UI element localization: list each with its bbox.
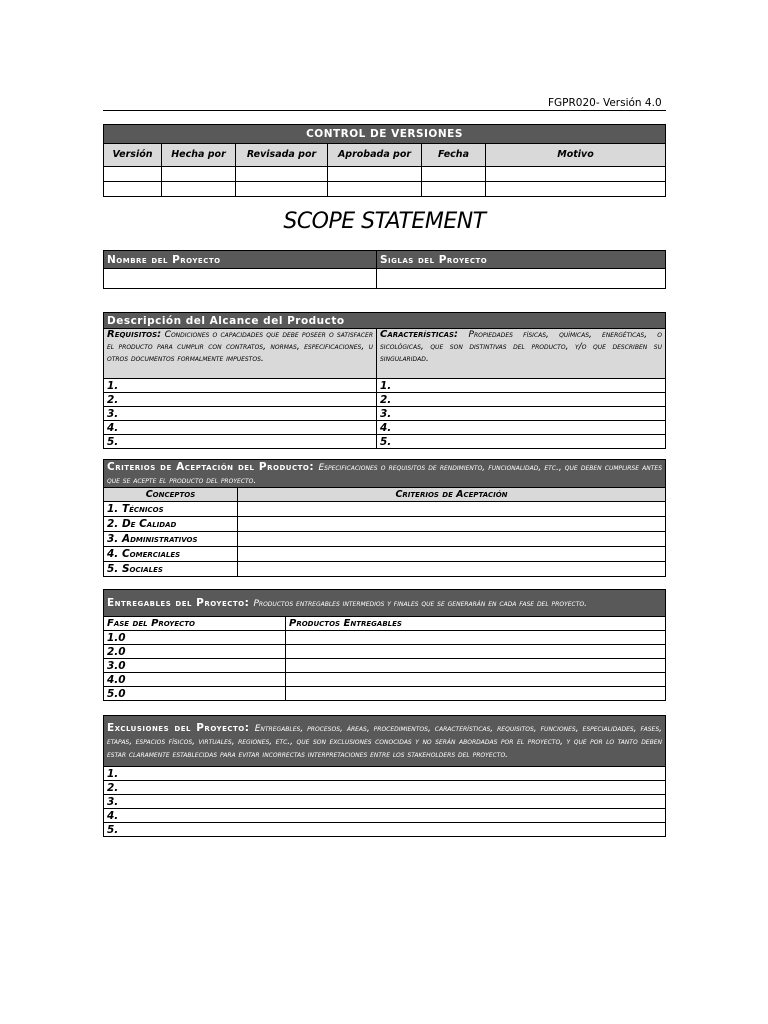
col-approved-by: Aprobada por: [328, 144, 422, 167]
table-row: [104, 795, 666, 809]
deliverables-table: [103, 589, 666, 701]
made-by-cell[interactable]: [162, 167, 236, 182]
acceptance-desc: Especificaciones o requisitos de rendimiento, funcionalidad, etc., que deben cumplirse antes que se acepte el producto del proyecto.: [107, 462, 663, 486]
scope-table: [103, 312, 666, 449]
concept-technical: 1. Técnicos: [104, 502, 238, 517]
exclusion-row-5[interactable]: 5.: [104, 823, 666, 837]
approved-by-cell[interactable]: [328, 167, 422, 182]
project-acronym-field[interactable]: [377, 269, 666, 289]
acceptance-title: Criterios de Aceptación del Producto:: [107, 460, 315, 473]
project-acronym-label: Siglas del Proyecto: [377, 251, 666, 269]
exclusion-row-1[interactable]: 1.: [104, 767, 666, 781]
characteristic-row-1[interactable]: 1.: [377, 379, 666, 393]
col-products: Productos Entregables: [286, 617, 666, 631]
concept-quality: 2. De Calidad: [104, 517, 238, 532]
date-cell[interactable]: [422, 167, 486, 182]
table-row: [104, 407, 666, 421]
acceptance-table: [103, 459, 666, 577]
table-row: [104, 182, 666, 197]
project-name-label: Nombre del Proyecto: [104, 251, 377, 269]
table-row: [104, 767, 666, 781]
acceptance-header: [104, 460, 666, 488]
table-row: [104, 532, 666, 547]
characteristic-row-5[interactable]: 5.: [377, 435, 666, 449]
reviewed-by-cell[interactable]: [236, 182, 328, 197]
col-reviewed-by: Revisada por: [236, 144, 328, 167]
exclusion-row-4[interactable]: 4.: [104, 809, 666, 823]
table-row: [104, 547, 666, 562]
phase-1: 1.0: [104, 631, 286, 645]
table-row: [104, 823, 666, 837]
reason-cell[interactable]: [486, 182, 666, 197]
products-cell[interactable]: [286, 659, 666, 673]
concept-administrative: 3. Administrativos: [104, 532, 238, 547]
date-cell[interactable]: [422, 182, 486, 197]
characteristics-cell: [377, 329, 666, 379]
header-rule: [103, 110, 666, 111]
table-row: [104, 781, 666, 795]
deliverables-title: Entregables del Proyecto:: [107, 596, 250, 609]
criteria-cell[interactable]: [238, 502, 666, 517]
table-row: [104, 421, 666, 435]
requirements-desc: Condiciones o capacidades que debe poseer o satisfacer el producto para cumplir con contratos, normas, especificaciones, u otros documentos formalmente impuestos.: [107, 330, 373, 364]
version-control-table: [103, 124, 666, 197]
project-name-field[interactable]: [104, 269, 377, 289]
table-row: [104, 167, 666, 182]
characteristic-row-2[interactable]: 2.: [377, 393, 666, 407]
table-row: [104, 502, 666, 517]
table-row: [104, 393, 666, 407]
exclusions-title: Exclusiones del Proyecto:: [107, 721, 250, 734]
phase-2: 2.0: [104, 645, 286, 659]
version-cell[interactable]: [104, 167, 162, 182]
characteristic-row-3[interactable]: 3.: [377, 407, 666, 421]
table-row: [104, 673, 666, 687]
version-cell[interactable]: [104, 182, 162, 197]
phase-5: 5.0: [104, 687, 286, 701]
reason-cell[interactable]: [486, 167, 666, 182]
deliverables-header: [104, 590, 666, 617]
requirements-cell: [104, 329, 377, 379]
made-by-cell[interactable]: [162, 182, 236, 197]
col-reason: Motivo: [486, 144, 666, 167]
requirement-row-2[interactable]: 2.: [104, 393, 377, 407]
exclusions-table: [103, 715, 666, 837]
requirement-row-1[interactable]: 1.: [104, 379, 377, 393]
criteria-cell[interactable]: [238, 547, 666, 562]
table-row: [104, 631, 666, 645]
phase-4: 4.0: [104, 673, 286, 687]
phase-3: 3.0: [104, 659, 286, 673]
exclusions-desc: Entregables, procesos, áreas, procedimientos, características, requisitos, funciones, especialidades, fases, etapas, espacios físicos, virtuales, regiones, etc., que son exclusiones conocidas y no serán abordadas por el proyecto, y que por lo tanto deben estar claramente establecidas para evitar incorrectas interpretaciones entre los stakeholders del proyecto.: [107, 723, 662, 760]
reviewed-by-cell[interactable]: [236, 167, 328, 182]
col-criteria: Criterios de Aceptación: [238, 488, 666, 502]
version-control-title: CONTROL DE VERSIONES: [104, 125, 666, 144]
concept-social: 5. Sociales: [104, 562, 238, 577]
characteristic-row-4[interactable]: 4.: [377, 421, 666, 435]
exclusions-header: [104, 716, 666, 767]
concept-commercial: 4. Comerciales: [104, 547, 238, 562]
table-row: [104, 645, 666, 659]
table-row: [104, 659, 666, 673]
requirement-row-3[interactable]: 3.: [104, 407, 377, 421]
table-row: [104, 809, 666, 823]
project-table: [103, 250, 666, 289]
table-row: [104, 435, 666, 449]
col-version: Versión: [104, 144, 162, 167]
col-date: Fecha: [422, 144, 486, 167]
products-cell[interactable]: [286, 645, 666, 659]
products-cell[interactable]: [286, 673, 666, 687]
col-phase: Fase del Proyecto: [104, 617, 286, 631]
exclusion-row-3[interactable]: 3.: [104, 795, 666, 809]
characteristics-label: Características:: [380, 329, 459, 340]
col-made-by: Hecha por: [162, 144, 236, 167]
characteristics-desc: Propiedades físicas, químicas, energéticas, o sicológicas, que son distintivas del producto, y/o que describen su singularidad.: [380, 330, 662, 364]
table-row: [104, 687, 666, 701]
col-concepts: Conceptos: [104, 488, 238, 502]
criteria-cell[interactable]: [238, 532, 666, 547]
table-row: [104, 562, 666, 577]
deliverables-desc: Productos entregables intermedios y finales que se generarán en cada fase del proyecto.: [253, 598, 587, 609]
table-row: [104, 517, 666, 532]
exclusion-row-2[interactable]: 2.: [104, 781, 666, 795]
table-row: [104, 379, 666, 393]
requirements-label: Requisitos:: [107, 329, 162, 340]
products-cell[interactable]: [286, 687, 666, 701]
requirement-row-4[interactable]: 4.: [104, 421, 377, 435]
approved-by-cell[interactable]: [328, 182, 422, 197]
document-code: FGPR020- Versión 4.0: [548, 97, 662, 109]
criteria-cell[interactable]: [238, 517, 666, 532]
products-cell[interactable]: [286, 631, 666, 645]
scope-title: Descripción del Alcance del Producto: [104, 313, 666, 329]
requirement-row-5[interactable]: 5.: [104, 435, 377, 449]
criteria-cell[interactable]: [238, 562, 666, 577]
page-title: SCOPE STATEMENT: [283, 209, 486, 234]
